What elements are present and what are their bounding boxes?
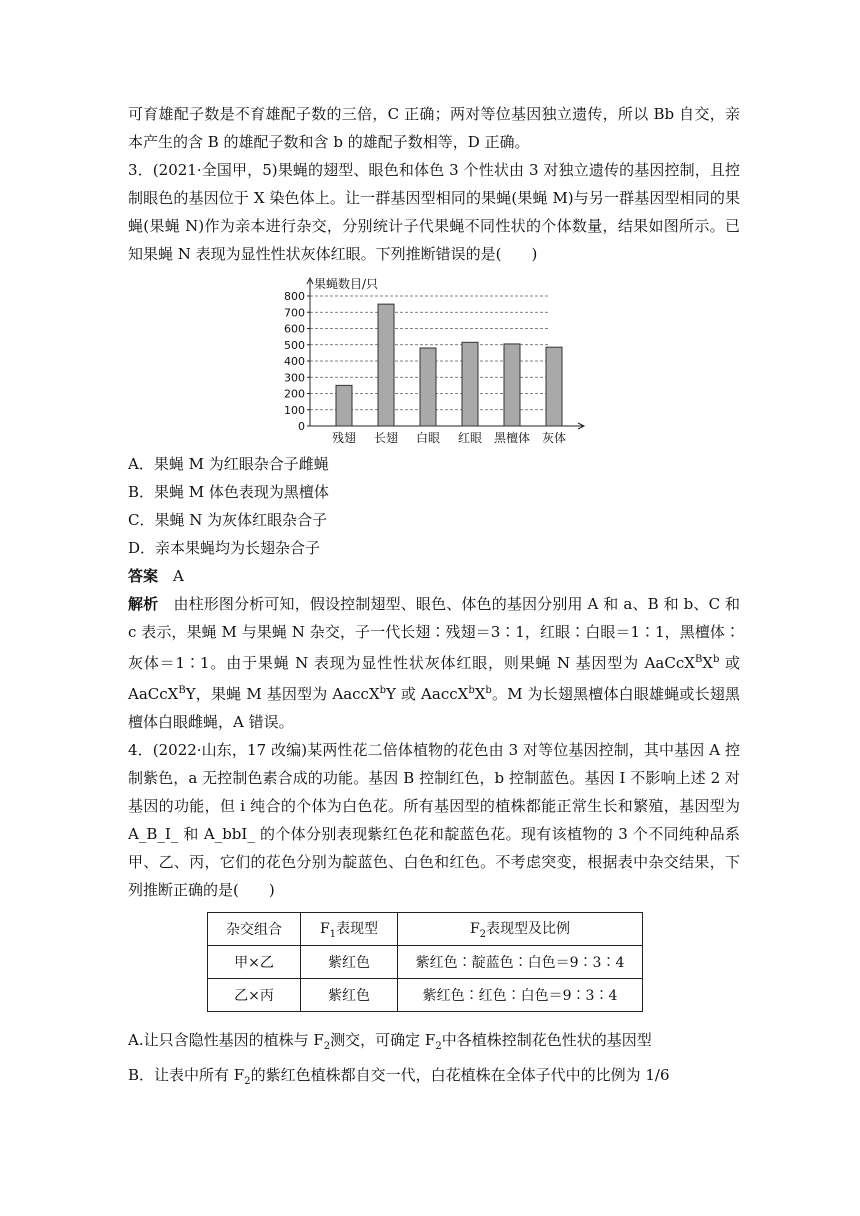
y-tick-label: 500 xyxy=(284,338,305,352)
q3-option-c: C．果蝇 N 为灰体红眼杂合子 xyxy=(128,511,328,529)
y-tick-label: 700 xyxy=(284,306,305,320)
x-category-label: 残翅 xyxy=(331,431,357,445)
bar xyxy=(504,344,520,426)
cross-table xyxy=(207,912,643,1012)
bar xyxy=(420,348,436,426)
bar xyxy=(336,385,352,426)
q4-option-b: B．让表中所有 $F_2$的紫红色植株都自交一代，白花植株在全体子代中的比例为 1/6 xyxy=(128,1066,670,1087)
q3-option-a: A．果蝇 M 为红眼杂合子雌蝇 xyxy=(128,455,329,473)
answer-value: A xyxy=(173,567,184,585)
y-tick-label: 200 xyxy=(284,387,305,401)
question-4-stem: 4．(2022·山东，17 改编)某两性花二倍体植物的花色由 3 对等位基因控制，其中基因 A 控制紫色，a 无控制色素合成的功能。基因 B 控制红色，b 控制蓝色。基因 I 不影响上述 2 对基因的功能，但 i 纯合的个体为白色花。所有基因型的植株都能正常生长和繁殖，基因型为 A_B_I_ 和 A_bbI_ 的个体分别表现紫红色花和靛蓝色花。现有该植物的 3 个不同纯种品系甲、乙、丙，它们的花色分别为靛蓝色、白色和红色。不考虑突变，根据表中杂交结果，下列推断正确的是( ) xyxy=(128,741,740,899)
bar-chart-svg xyxy=(128,274,740,446)
question-3-stem: 3．(2021·全国甲，5)果蝇的翅型、眼色和体色 3 个性状由 3 对独立遗传的基因控制，且控制眼色的基因位于 X 染色体上。让一群基因型相同的果蝇(果蝇 M)与另一群基因型相同的果蝇(果蝇 N)作为亲本进行杂交，分别统计子代果蝇不同性状的个体数量，结果如图所示。已知果蝇 N 表现为显性性状灰体红眼。下列推断错误的是( ) xyxy=(128,161,740,263)
answer-label: 答案 xyxy=(128,567,159,585)
bar-chart xyxy=(128,274,740,446)
table-cell: 紫红色 xyxy=(301,979,398,1012)
table-header: 杂交组合 xyxy=(208,913,301,946)
y-tick-label: 800 xyxy=(284,290,305,303)
y-tick-label: 100 xyxy=(284,403,305,417)
q3-option-b: B．果蝇 M 体色表现为黑檀体 xyxy=(128,483,329,501)
y-axis-label: 果蝇数目/只 xyxy=(314,277,379,291)
y-tick-label: 300 xyxy=(284,371,305,385)
x-category-label: 白眼 xyxy=(415,431,441,445)
bar xyxy=(378,304,394,426)
table-row xyxy=(208,946,643,979)
x-category-label: 黑檀体 xyxy=(493,431,531,445)
table-cell: 紫红色∶红色∶白色＝9∶3∶4 xyxy=(398,979,643,1012)
y-tick-label: 600 xyxy=(284,322,305,336)
x-category-label: 长翅 xyxy=(373,431,399,445)
table-cell: 紫红色 xyxy=(301,946,398,979)
table-header-row xyxy=(208,913,643,946)
x-category-label: 灰体 xyxy=(541,431,567,445)
table-cell: 乙×丙 xyxy=(208,979,301,1012)
q3-answer xyxy=(128,562,740,590)
bar xyxy=(462,342,478,426)
q3-analysis: 解析 由柱形图分析可知，假设控制翅型、眼色、体色的基因分别用 A 和 a、B 和 b、C 和 c 表示，果蝇 M 与果蝇 N 杂交，子一代长翅∶残翅＝3∶1，红眼∶白眼＝1∶1，黑檀体∶灰体＝1∶1。由于果蝇 N 表现为显性性状灰体红眼，则果蝇 N 基因型为 $AaCcX^BX^b$ 或 AaCcX$^B$Y，果蝇 M 基因型为 AaccX$^b$Y 或 $AaccX^bX^b$。M 为长翅黑檀体白眼雄蝇或长翅黑檀体白眼雌蝇，A 错误。 xyxy=(128,595,740,731)
document-body xyxy=(128,100,740,1096)
table-cell: 紫红色∶靛蓝色∶白色＝9∶3∶4 xyxy=(398,946,643,979)
table-row xyxy=(208,979,643,1012)
table-cell: 甲×乙 xyxy=(208,946,301,979)
q3-option-d: D．亲本果蝇均为长翅杂合子 xyxy=(128,539,321,557)
q4-option-a: A.让只含隐性基因的植株与 $F_2$测交，可确定 $F_2$中各植株控制花色性状的基因型 xyxy=(128,1031,652,1052)
y-tick-label: 0 xyxy=(298,420,305,433)
analysis-label: 解析 xyxy=(128,595,159,613)
y-tick-label: 400 xyxy=(284,355,305,368)
x-category-label: 红眼 xyxy=(457,431,483,445)
bar xyxy=(546,347,562,426)
prev-answer-line: 可育雄配子数是不育雄配子数的三倍，C 正确；两对等位基因独立遗传，所以 Bb 自交，亲本产生的含 B 的雄配子数和含 b 的雄配子数相等，D 正确。 xyxy=(128,105,740,151)
table-header: $F_1$表现型 xyxy=(301,913,398,946)
table-header: $F_2$表现型及比例 xyxy=(398,913,643,946)
